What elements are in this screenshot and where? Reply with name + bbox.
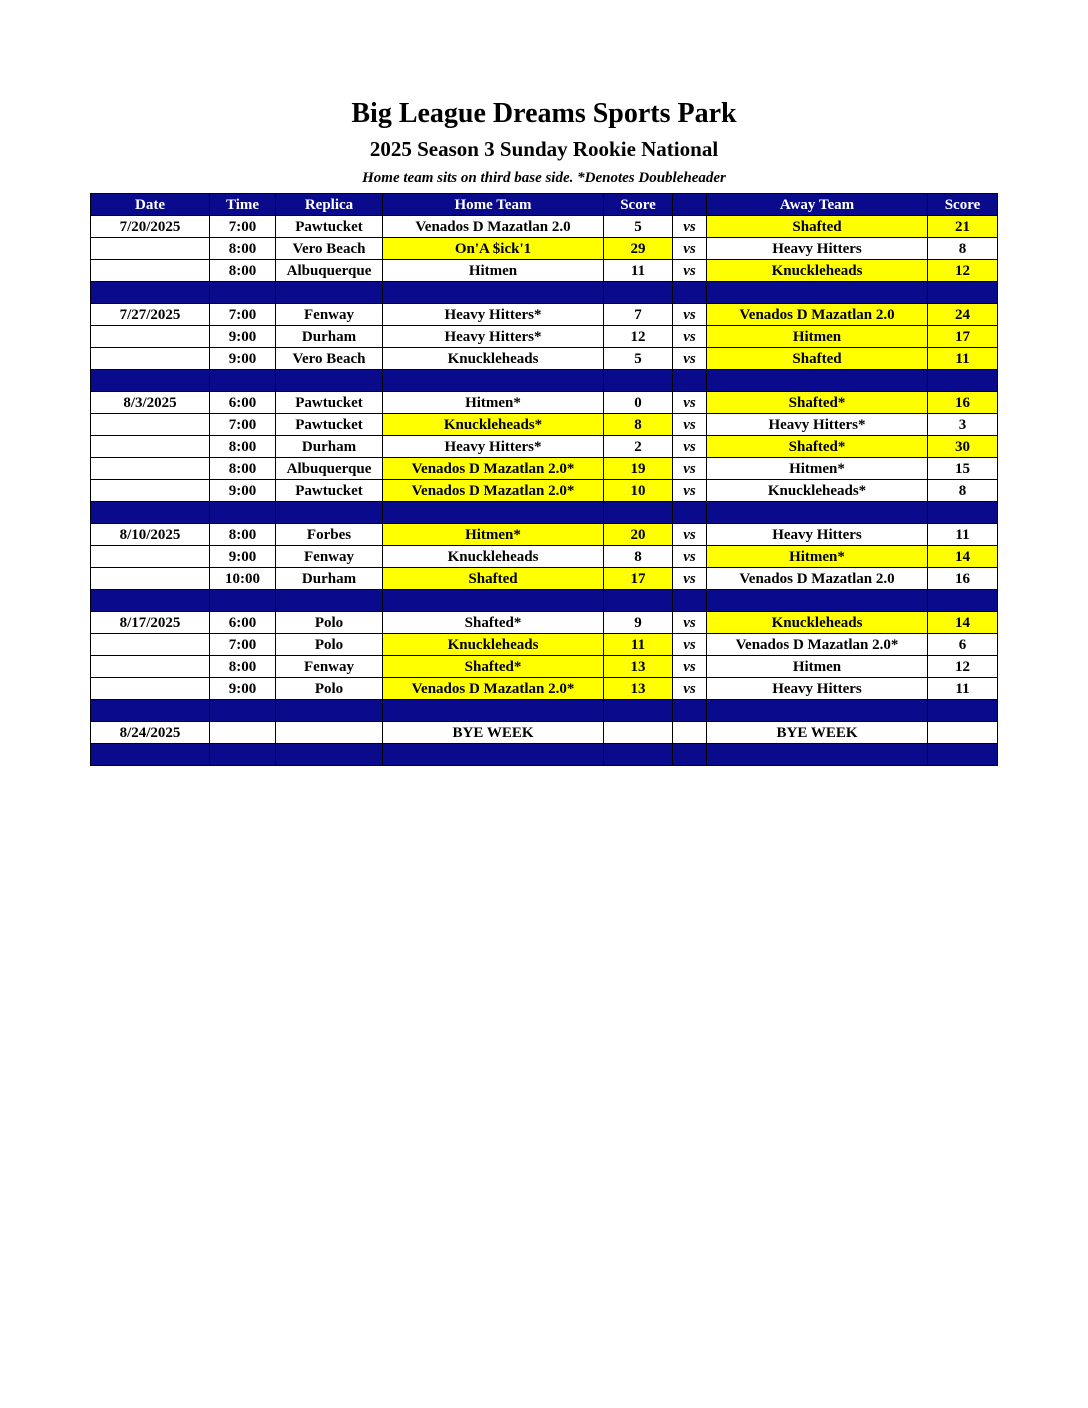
separator-cell — [276, 590, 383, 612]
away-team-cell: Hitmen* — [707, 546, 928, 568]
schedule-note: Home team sits on third base side. *Denotes Doubleheader — [362, 170, 726, 186]
separator-cell — [604, 700, 673, 722]
vs-cell: vs — [673, 348, 707, 370]
home-score-cell: 20 — [604, 524, 673, 546]
replica-cell: Fenway — [276, 304, 383, 326]
time-cell: 8:00 — [210, 524, 276, 546]
separator-row — [91, 502, 998, 524]
time-cell: 9:00 — [210, 678, 276, 700]
separator-cell — [604, 370, 673, 392]
away-score-cell: 21 — [928, 216, 998, 238]
separator-row — [91, 700, 998, 722]
away-team-cell: Shafted — [707, 348, 928, 370]
home-score-cell: 13 — [604, 678, 673, 700]
separator-cell — [91, 744, 210, 766]
col-header-time: Time — [210, 194, 276, 216]
home-score-cell: 17 — [604, 568, 673, 590]
away-score-cell: 3 — [928, 414, 998, 436]
time-cell: 7:00 — [210, 304, 276, 326]
date-cell: 8/17/2025 — [91, 612, 210, 634]
away-score-cell: 6 — [928, 634, 998, 656]
date-cell: 7/20/2025 — [91, 216, 210, 238]
away-team-cell: Heavy Hitters — [707, 678, 928, 700]
separator-cell — [276, 744, 383, 766]
home-score-cell: 11 — [604, 634, 673, 656]
time-cell: 10:00 — [210, 568, 276, 590]
table-row — [91, 326, 998, 348]
separator-cell — [673, 502, 707, 524]
date-cell — [91, 568, 210, 590]
home-team-cell: Hitmen* — [383, 392, 604, 414]
separator-cell — [91, 282, 210, 304]
away-team-cell: Heavy Hitters — [707, 238, 928, 260]
separator-cell — [91, 502, 210, 524]
home-score-cell — [604, 722, 673, 744]
home-team-cell: BYE WEEK — [383, 722, 604, 744]
table-row — [91, 524, 998, 546]
away-score-cell: 15 — [928, 458, 998, 480]
separator-cell — [707, 700, 928, 722]
home-team-cell: Venados D Mazatlan 2.0 — [383, 216, 604, 238]
separator-cell — [276, 700, 383, 722]
replica-cell: Pawtucket — [276, 414, 383, 436]
separator-cell — [210, 700, 276, 722]
table-row — [91, 480, 998, 502]
separator-cell — [383, 370, 604, 392]
replica-cell: Durham — [276, 568, 383, 590]
home-team-cell: Hitmen* — [383, 524, 604, 546]
separator-cell — [383, 700, 604, 722]
home-score-cell: 5 — [604, 216, 673, 238]
vs-cell: vs — [673, 436, 707, 458]
away-score-cell — [928, 722, 998, 744]
separator-cell — [91, 370, 210, 392]
home-score-cell: 11 — [604, 260, 673, 282]
table-row — [91, 634, 998, 656]
schedule-body — [91, 216, 998, 766]
away-score-cell: 14 — [928, 546, 998, 568]
table-row — [91, 260, 998, 282]
separator-cell — [707, 744, 928, 766]
separator-cell — [91, 700, 210, 722]
replica-cell: Pawtucket — [276, 480, 383, 502]
date-cell: 7/27/2025 — [91, 304, 210, 326]
home-score-cell: 13 — [604, 656, 673, 678]
time-cell: 6:00 — [210, 612, 276, 634]
home-score-cell: 19 — [604, 458, 673, 480]
replica-cell — [276, 722, 383, 744]
separator-cell — [383, 282, 604, 304]
away-score-cell: 11 — [928, 524, 998, 546]
date-cell — [91, 326, 210, 348]
separator-row — [91, 590, 998, 612]
away-score-cell: 16 — [928, 568, 998, 590]
home-score-cell: 12 — [604, 326, 673, 348]
home-team-cell: Shafted* — [383, 656, 604, 678]
home-score-cell: 5 — [604, 348, 673, 370]
date-cell — [91, 414, 210, 436]
table-row — [91, 678, 998, 700]
separator-cell — [604, 590, 673, 612]
table-row — [91, 238, 998, 260]
separator-cell — [210, 744, 276, 766]
table-row — [91, 546, 998, 568]
replica-cell: Durham — [276, 436, 383, 458]
home-team-cell: Shafted* — [383, 612, 604, 634]
replica-cell: Polo — [276, 634, 383, 656]
vs-cell: vs — [673, 326, 707, 348]
replica-cell: Forbes — [276, 524, 383, 546]
date-cell — [91, 260, 210, 282]
home-team-cell: Venados D Mazatlan 2.0* — [383, 480, 604, 502]
page-subtitle: 2025 Season 3 Sunday Rookie National — [369, 137, 719, 161]
away-score-cell: 8 — [928, 480, 998, 502]
away-team-cell: Knuckleheads — [707, 612, 928, 634]
away-score-cell: 11 — [928, 678, 998, 700]
separator-cell — [928, 700, 998, 722]
separator-cell — [210, 282, 276, 304]
table-header-row — [91, 194, 998, 216]
away-team-cell: Shafted — [707, 216, 928, 238]
table-row — [91, 436, 998, 458]
date-cell — [91, 348, 210, 370]
replica-cell: Vero Beach — [276, 238, 383, 260]
date-cell — [91, 480, 210, 502]
date-cell — [91, 458, 210, 480]
away-team-cell: Venados D Mazatlan 2.0* — [707, 634, 928, 656]
col-header-replica: Replica — [276, 194, 383, 216]
away-score-cell: 11 — [928, 348, 998, 370]
separator-cell — [276, 502, 383, 524]
separator-cell — [928, 282, 998, 304]
page-title: Big League Dreams Sports Park — [351, 98, 737, 129]
separator-cell — [604, 282, 673, 304]
time-cell: 8:00 — [210, 238, 276, 260]
away-team-cell: Hitmen — [707, 656, 928, 678]
home-team-cell: Knuckleheads* — [383, 414, 604, 436]
table-row — [91, 392, 998, 414]
date-cell — [91, 678, 210, 700]
date-cell: 8/3/2025 — [91, 392, 210, 414]
vs-cell: vs — [673, 678, 707, 700]
separator-cell — [928, 370, 998, 392]
home-team-cell: Shafted — [383, 568, 604, 590]
time-cell: 9:00 — [210, 546, 276, 568]
vs-cell: vs — [673, 414, 707, 436]
date-cell — [91, 656, 210, 678]
vs-cell: vs — [673, 392, 707, 414]
away-score-cell: 16 — [928, 392, 998, 414]
home-team-cell: Heavy Hitters* — [383, 304, 604, 326]
away-score-cell: 12 — [928, 260, 998, 282]
replica-cell: Polo — [276, 612, 383, 634]
home-team-cell: Heavy Hitters* — [383, 436, 604, 458]
replica-cell: Pawtucket — [276, 216, 383, 238]
away-team-cell: Shafted* — [707, 392, 928, 414]
separator-cell — [707, 502, 928, 524]
table-row — [91, 414, 998, 436]
separator-cell — [673, 590, 707, 612]
col-header-home-score: Score — [604, 194, 673, 216]
time-cell: 7:00 — [210, 216, 276, 238]
away-score-cell: 12 — [928, 656, 998, 678]
away-score-cell: 8 — [928, 238, 998, 260]
home-team-cell: On'A $ick'1 — [383, 238, 604, 260]
table-row — [91, 656, 998, 678]
vs-cell: vs — [673, 568, 707, 590]
home-score-cell: 10 — [604, 480, 673, 502]
separator-cell — [383, 744, 604, 766]
home-score-cell: 29 — [604, 238, 673, 260]
vs-cell: vs — [673, 458, 707, 480]
table-row — [91, 348, 998, 370]
date-cell — [91, 238, 210, 260]
away-score-cell: 14 — [928, 612, 998, 634]
vs-cell: vs — [673, 546, 707, 568]
schedule-table — [90, 193, 998, 766]
vs-cell: vs — [673, 304, 707, 326]
separator-cell — [604, 744, 673, 766]
separator-cell — [383, 590, 604, 612]
away-team-cell: Heavy Hitters* — [707, 414, 928, 436]
vs-cell: vs — [673, 238, 707, 260]
away-team-cell: Knuckleheads — [707, 260, 928, 282]
vs-cell: vs — [673, 656, 707, 678]
home-team-cell: Venados D Mazatlan 2.0* — [383, 678, 604, 700]
separator-cell — [673, 744, 707, 766]
vs-cell: vs — [673, 634, 707, 656]
vs-cell: vs — [673, 612, 707, 634]
table-row — [91, 216, 998, 238]
vs-cell: vs — [673, 260, 707, 282]
separator-cell — [673, 282, 707, 304]
time-cell: 9:00 — [210, 480, 276, 502]
away-score-cell: 24 — [928, 304, 998, 326]
time-cell: 7:00 — [210, 634, 276, 656]
date-cell — [91, 634, 210, 656]
separator-cell — [210, 370, 276, 392]
away-team-cell: Heavy Hitters — [707, 524, 928, 546]
away-score-cell: 17 — [928, 326, 998, 348]
col-header-away-score: Score — [928, 194, 998, 216]
time-cell: 8:00 — [210, 458, 276, 480]
away-team-cell: Hitmen — [707, 326, 928, 348]
time-cell: 9:00 — [210, 348, 276, 370]
table-row — [91, 612, 998, 634]
separator-cell — [276, 282, 383, 304]
time-cell: 6:00 — [210, 392, 276, 414]
home-team-cell: Heavy Hitters* — [383, 326, 604, 348]
separator-cell — [276, 370, 383, 392]
col-header-vs — [673, 194, 707, 216]
away-team-cell: Hitmen* — [707, 458, 928, 480]
time-cell: 7:00 — [210, 414, 276, 436]
home-score-cell: 8 — [604, 414, 673, 436]
replica-cell: Pawtucket — [276, 392, 383, 414]
home-score-cell: 0 — [604, 392, 673, 414]
separator-cell — [928, 590, 998, 612]
away-team-cell: Knuckleheads* — [707, 480, 928, 502]
col-header-away-team: Away Team — [707, 194, 928, 216]
separator-cell — [673, 700, 707, 722]
separator-cell — [707, 370, 928, 392]
table-row — [91, 458, 998, 480]
vs-cell: vs — [673, 480, 707, 502]
home-score-cell: 9 — [604, 612, 673, 634]
home-score-cell: 8 — [604, 546, 673, 568]
home-team-cell: Knuckleheads — [383, 546, 604, 568]
replica-cell: Albuquerque — [276, 260, 383, 282]
separator-cell — [210, 590, 276, 612]
date-cell — [91, 546, 210, 568]
replica-cell: Albuquerque — [276, 458, 383, 480]
separator-row — [91, 370, 998, 392]
time-cell: 9:00 — [210, 326, 276, 348]
home-team-cell: Hitmen — [383, 260, 604, 282]
table-row — [91, 722, 998, 744]
time-cell — [210, 722, 276, 744]
home-team-cell: Knuckleheads — [383, 348, 604, 370]
away-team-cell: Shafted* — [707, 436, 928, 458]
separator-cell — [707, 282, 928, 304]
separator-cell — [928, 502, 998, 524]
separator-cell — [383, 502, 604, 524]
date-cell: 8/10/2025 — [91, 524, 210, 546]
separator-cell — [210, 502, 276, 524]
vs-cell — [673, 722, 707, 744]
separator-cell — [928, 744, 998, 766]
replica-cell: Polo — [276, 678, 383, 700]
replica-cell: Fenway — [276, 546, 383, 568]
vs-cell: vs — [673, 216, 707, 238]
time-cell: 8:00 — [210, 436, 276, 458]
col-header-home-team: Home Team — [383, 194, 604, 216]
table-row — [91, 304, 998, 326]
date-cell — [91, 436, 210, 458]
away-team-cell: Venados D Mazatlan 2.0 — [707, 304, 928, 326]
separator-cell — [91, 590, 210, 612]
table-row — [91, 568, 998, 590]
vs-cell: vs — [673, 524, 707, 546]
replica-cell: Durham — [276, 326, 383, 348]
time-cell: 8:00 — [210, 656, 276, 678]
separator-cell — [604, 502, 673, 524]
separator-row — [91, 282, 998, 304]
separator-row — [91, 744, 998, 766]
col-header-date: Date — [91, 194, 210, 216]
separator-cell — [707, 590, 928, 612]
replica-cell: Fenway — [276, 656, 383, 678]
home-team-cell: Venados D Mazatlan 2.0* — [383, 458, 604, 480]
away-team-cell: Venados D Mazatlan 2.0 — [707, 568, 928, 590]
replica-cell: Vero Beach — [276, 348, 383, 370]
home-score-cell: 2 — [604, 436, 673, 458]
separator-cell — [673, 370, 707, 392]
time-cell: 8:00 — [210, 260, 276, 282]
home-score-cell: 7 — [604, 304, 673, 326]
date-cell: 8/24/2025 — [91, 722, 210, 744]
away-team-cell: BYE WEEK — [707, 722, 928, 744]
home-team-cell: Knuckleheads — [383, 634, 604, 656]
away-score-cell: 30 — [928, 436, 998, 458]
